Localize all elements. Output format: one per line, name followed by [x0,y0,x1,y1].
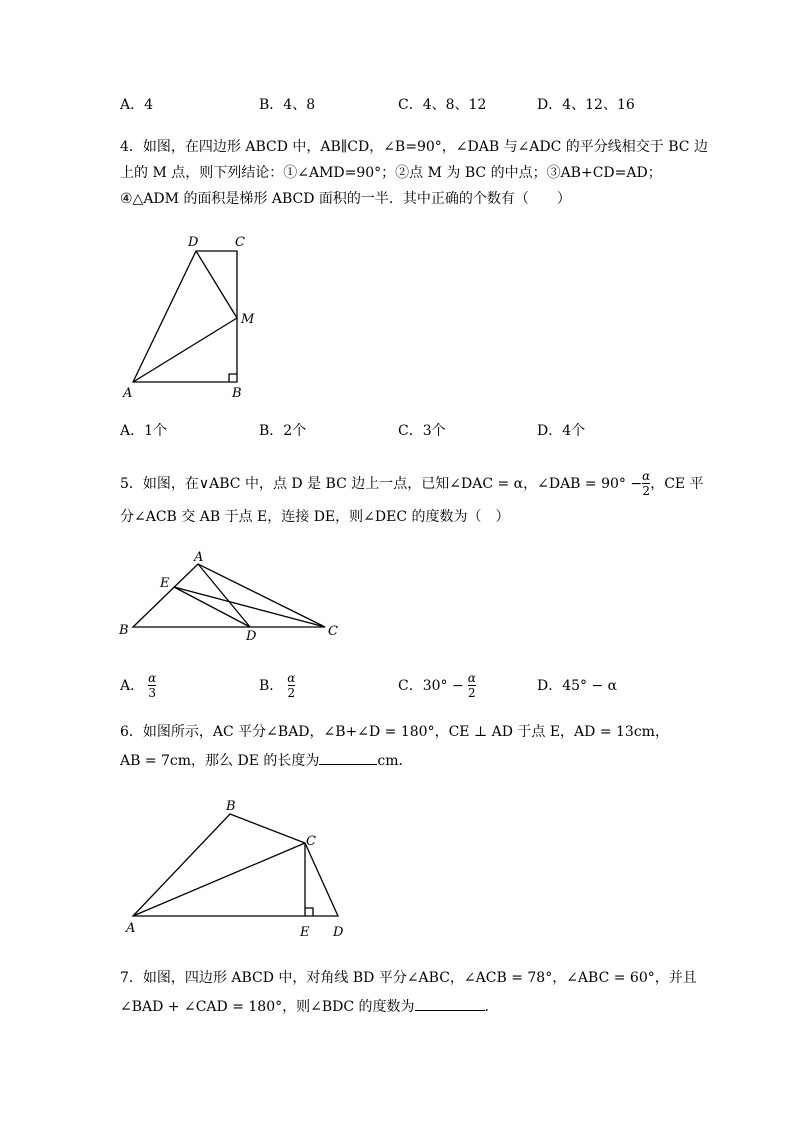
q4-label-b: B [232,386,242,401]
q5-fraction: $\frac{\alpha}{2}$ [642,469,651,498]
q3-option-d: D．4、12、16 [537,97,635,113]
q6-text-line1: 6．如图所示，AC 平分∠BAD，∠B+∠D = 180°，CE ⊥ AD 于点 E，AD = 13cm， [120,724,669,740]
q6-right-angle-mark [305,908,313,916]
q4-text-line3: ④△ADM 的面积是梯形 ABCD 面积的一半．其中正确的个数有（ ） [120,191,571,207]
q6-label-c: C [306,834,316,849]
q4-label-a: A [123,386,133,401]
q6-label-a: A [126,921,136,936]
q4-label-m: M [241,312,255,327]
q6-segment-ac [133,843,305,916]
q3-option-b: B．4、8 [259,97,316,113]
q5-label-c: C [328,624,338,639]
q3-option-c: C．4、8、12 [398,97,487,113]
q4-option-b: B．2个 [259,423,307,439]
q4-option-a: A．1个 [120,423,168,439]
q4-option-c: C．3个 [398,423,446,439]
q3-option-a: A．4 [120,97,154,113]
q4-text-line1: 4．如图，在四边形 ABCD 中，AB∥CD，∠B=90°，∠DAB 与∠ADC 的平分线相交于 BC 边 [120,139,708,155]
q5-text-line1: 5．如图，在∨ABC 中，点 D 是 BC 边上一点，已知∠DAC = α，∠DAB = 90° − $\frac{\alpha}{2}$ ，CE 平 [120,469,704,498]
q5-option-d: D．45° − α [537,678,618,694]
q6-label-d: D [333,925,344,940]
q4-label-d: D [188,235,199,250]
q5-label-a: A [194,550,204,565]
q7-text-line1: 7．如图，四边形 ABCD 中，对角线 BD 平分∠ABC，∠ACB = 78°，∠ABC = 60°，并且 [120,970,697,986]
q5-label-b: B [119,623,129,638]
q4-option-d: D．4个 [537,423,586,439]
q5-label-d: D [246,629,257,644]
q6-text-line2: AB = 7cm，那么 DE 的长度为 cm． [120,750,413,771]
q5-text-line2: 分∠ACB 交 AB 于点 E，连接 DE，则∠DEC 的度数为（ ） [120,509,510,525]
q5-option-a: A． $\frac{\alpha}{3}$ [120,671,157,700]
q4-text-line2: 上的 M 点，则下列结论：①∠AMD=90°；②点 M 为 BC 的中点；③AB+CD=AD； [120,165,662,181]
q5-option-b: B． $\frac{\alpha}{2}$ [259,671,296,700]
q7-answer-blank[interactable] [415,996,485,1011]
q6-label-b: B [226,799,236,814]
q7-text-line2: ∠BAD + ∠CAD = 180°，则∠BDC 的度数为 ． [120,996,499,1017]
q4-label-c: C [235,235,245,250]
q6-label-e: E [300,925,310,940]
q5-label-e: E [160,576,170,591]
q5-option-c: C．30° − $\frac{\alpha}{2}$ [398,671,476,700]
q6-quadrilateral-abcd [133,814,338,916]
